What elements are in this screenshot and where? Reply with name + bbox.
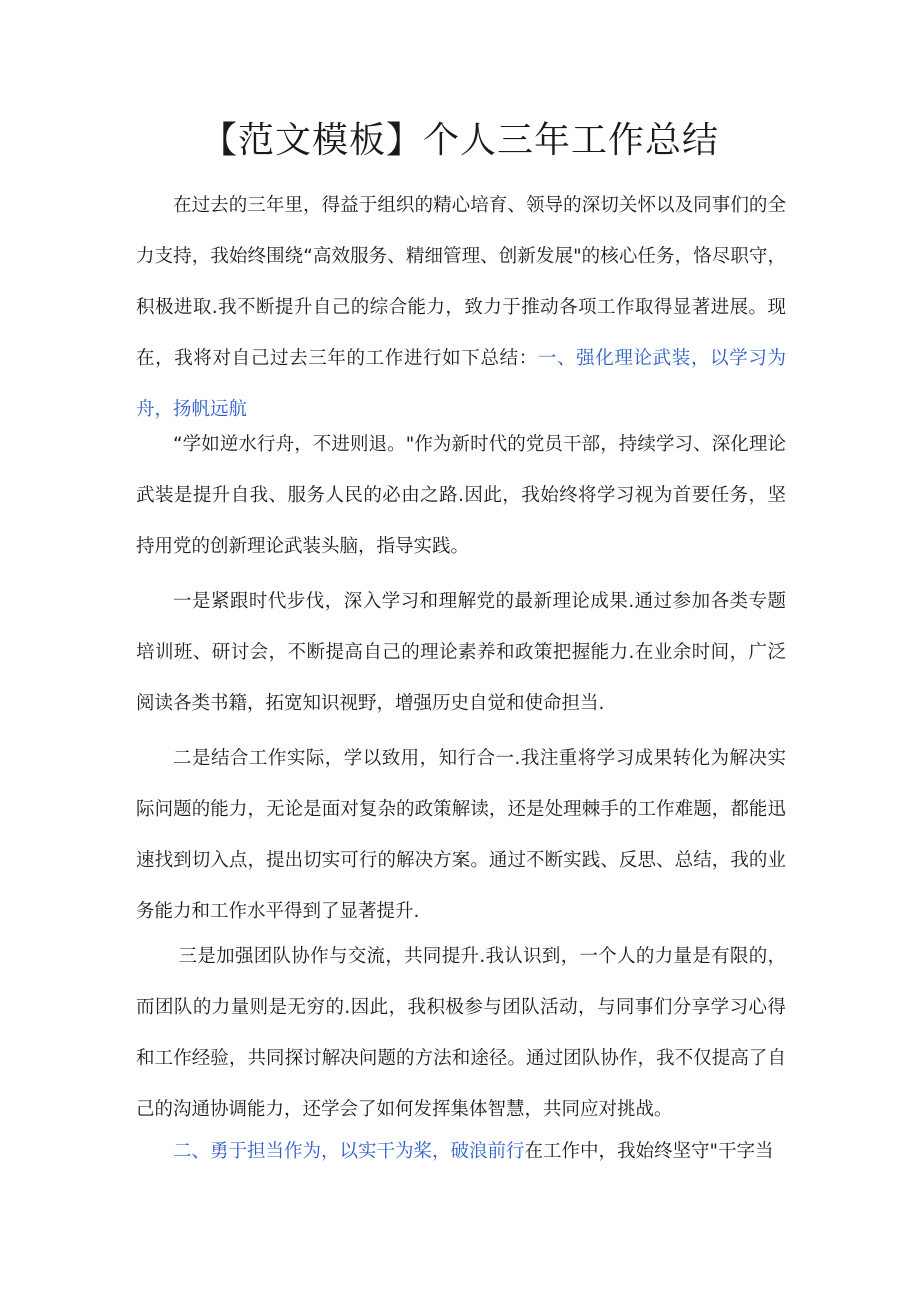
point-three-paragraph: 三是加强团队协作与交流，共同提升.我认识到，一个人的力量是有限的，而团队的力量则是无穷的.因此，我积极参与团队活动，与同事们分享学习心得和工作经验，共同探讨解决问题的方法和途径。通过团队协作，我不仅提高了自己的沟通协调能力，还学会了如何发挥集体智慧，共同应对挑战。 <box>136 946 786 1120</box>
intro-paragraph <box>136 180 786 435</box>
point-one-paragraph: 一是紧跟时代步伐，深入学习和理解党的最新理论成果.通过参加各类专题培训班、研讨会，不断提高自己的理论素养和政策把握能力.在业余时间，广泛阅读各类书籍，拓宽知识视野，增强历史自觉和使命担当. <box>136 591 786 714</box>
intro-text: 在过去的三年里，得益于组织的精心培育、领导的深切关怀以及同事们的全力支持，我始终围绕“高效服务、精细管理、创新发展"的核心任务，恪尽职守，积极进取.我不断提升自己的综合能力，致力于推动各项工作取得显著进展。现在，我将对自己过去三年的工作进行如下总结： <box>136 195 786 369</box>
section-1-heading: 一、强化理论武装，以学习为舟，扬帆远航 <box>136 348 786 420</box>
section-2-paragraph <box>136 1126 786 1177</box>
section-2-text: 在工作中，我始终坚守"干字当 <box>524 1141 774 1162</box>
page-title: 【范文模板】个人三年工作总结 <box>200 120 719 161</box>
section-2-heading: 二、勇于担当作为，以实干为桨，破浪前行 <box>173 1141 525 1162</box>
point-two-paragraph: 二是结合工作实际，学以致用，知行合一.我注重将学习成果转化为解决实际问题的能力，无论是面对复杂的政策解读，还是处理棘手的工作难题，都能迅速找到切入点，提出切实可行的解决方案。通过不断实践、反思、总结，我的业务能力和工作水平得到了显著提升. <box>136 748 786 922</box>
quote-paragraph: “学如逆水行舟，不进则退。"作为新时代的党员干部，持续学习、深化理论武装是提升自我、服务人民的必由之路.因此，我始终将学习视为首要任务，坚持用党的创新理论武装头脑，指导实践。 <box>136 434 786 557</box>
